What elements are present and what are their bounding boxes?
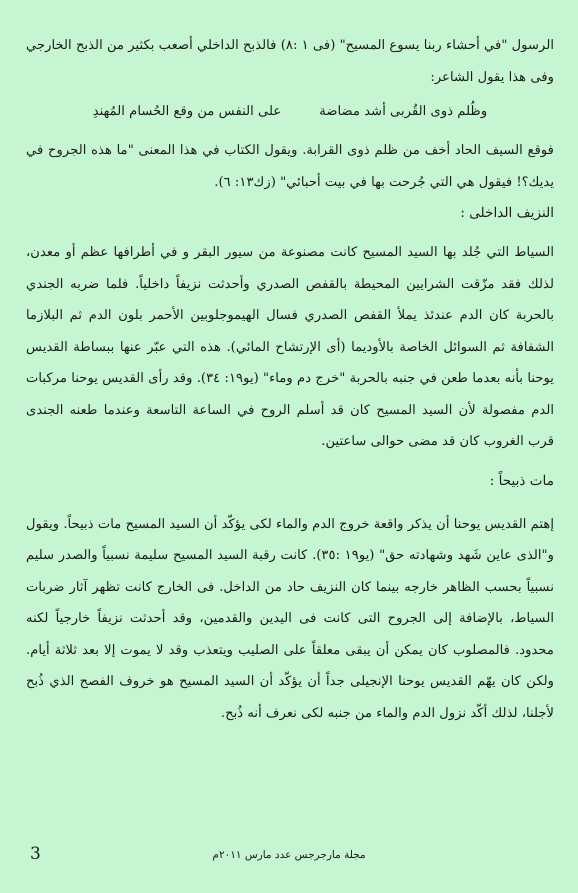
page-footer <box>0 844 578 868</box>
paragraph-died-sacrificed: إهتم القديس يوحنا أن يذكر واقعة خروج الدم والماء لكى يؤكّد أن السيد المسيح مات ذبيحاً. ويقول و"الذى عاين شَهد وشهادته حق" (يو١٩ :٣٥). كانت رقبة السيد المسيح سليمة نسبياً والصدر سليم نسبياً بحسب الظاهر خارجه بينما كان النزيف حاد من الداخل. فى الخارج كانت تظهر آثار ضربات السياط، بالإضافة إلى الجروح التى كانت فى اليدين والقدمين، وقد أحدثت نزيفاً خارجياً لكنه محدود. فالمصلوب كان يمكن أن يبقى معلقاً على الصليب ويتعذب وقد لا يموت إلا بعد ثلاثة أيام. ولكن كان يهّم القديس يوحنا الإنجيلى جداً أن يؤكّد أن السيد المسيح هو خروف الفصح الذي ذُبح لأجلنا، لذلك أكّد نزول الدم والماء من جنبه لكى نعرف أنه ذُبح. <box>26 516 554 721</box>
section-heading-internal-bleeding: النزيف الداخلى : <box>460 205 554 221</box>
article-body <box>26 30 554 729</box>
paragraph-internal-bleeding: السياط التي جُلد بها السيد المسيح كانت مصنوعة من سيور البقر و في أطرافها عظم أو معدن، لذلك فقد مزّقت الشرايين المحيطة بالقفص الصدري وأحدثت نزيفاً داخلياً. فلما ضربه الجندي بالحربة كان الدم عندئذ يملأ القفص الصدري فسال الهيموجلوبين الأحمر بلون الدم ثم البلازما الشفافة ثم السوائل الخاصة بالأوديما (أى الإرتشاح المائي). هذه التي عبّر عنها ببساطة القديس يوحنا بأنه بعدما طعن في جنبه بالحربة "خرج دم وماء" (يو١٩: ٣٤). وقد رأى القديس يوحنا مركبات الدم مفصولة لأن السيد المسيح كان قد أسلم الروح في الساعة التاسعة وعندما طعنه الجندى قرب الغروب كان قد مضى حوالى ساعتين. <box>26 245 554 449</box>
page-number: 3 <box>30 844 41 864</box>
poem-verse <box>26 97 554 127</box>
paragraph-intro: الرسول "في أحشاء ربنا يسوع المسيح" (فى ١ :٨) فالذبح الداخلي أصعب بكثير من الذبح الخارجي وفى هذا يقول الشاعر: <box>26 38 555 85</box>
paragraph-sword: فوقع السيف الحاد أخف من ظلم ذوى القرابة. ويقول الكتاب في هذا المعنى "ما هذه الجروح في يديك؟! فيقول هي التي جُرحت بها في بيت أحبائي" (زك١٣: ٦). <box>26 143 554 190</box>
footer-caption: مجلة مارجرجس عدد مارس ٢٠١١م <box>212 849 366 861</box>
verse-first-hemistich: وظُلم ذوى القُربى أشد مضاضة <box>319 104 488 119</box>
verse-second-hemistich: على النفس من وقع الحُسام المُهندِ <box>92 104 282 119</box>
section-heading-died-sacrificed: مات ذبيحاً : <box>489 472 554 489</box>
